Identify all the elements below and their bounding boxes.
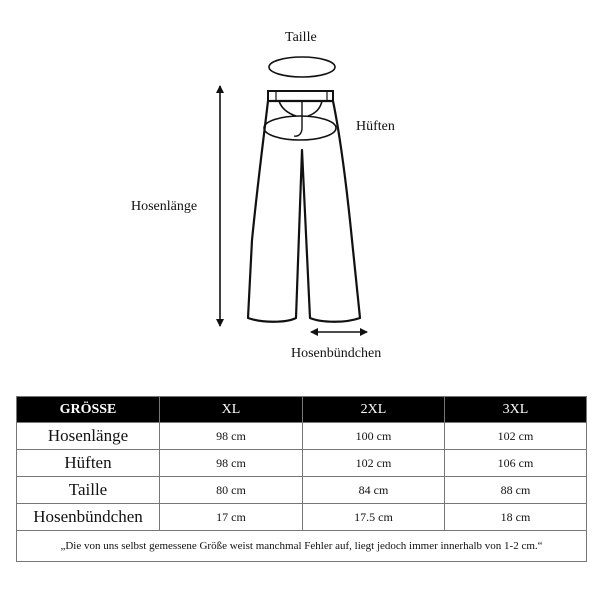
table-header-row [17,397,587,423]
measurement-note: „Die von uns selbst gemessene Größe weist manchmal Fehler auf, liegt jedoch immer innerhalb von 1-2 cm.“ [17,531,587,562]
label-hosenlaenge: Hosenlänge [131,199,198,214]
label-hosenbuendchen: Hosenbündchen [291,346,382,361]
row-label: Taille [17,477,160,504]
row-label: Hosenlänge [17,423,160,450]
note-row [17,531,587,562]
table-row [17,423,587,450]
header-xl: XL [160,397,303,423]
table-cell: 17.5 cm [303,504,445,531]
pants-waistband [268,91,333,101]
row-label: Hüften [17,450,160,477]
table-cell: 98 cm [160,423,303,450]
table-cell: 102 cm [445,423,587,450]
header-3xl: 3XL [445,397,587,423]
label-hueften: Hüften [356,119,395,134]
waist-ellipse [269,57,335,77]
label-taille: Taille [285,30,317,45]
table-cell: 102 cm [303,450,445,477]
table-cell: 80 cm [160,477,303,504]
size-table [16,396,587,562]
table-row [17,504,587,531]
table-cell: 88 cm [445,477,587,504]
table-cell: 84 cm [303,477,445,504]
table-cell: 100 cm [303,423,445,450]
row-label: Hosenbündchen [17,504,160,531]
table-cell: 106 cm [445,450,587,477]
pants-outline [248,101,360,322]
table-cell: 18 cm [445,504,587,531]
header-2xl: 2XL [303,397,445,423]
table-row [17,450,587,477]
header-size: GRÖSSE [17,397,160,423]
table-cell: 98 cm [160,450,303,477]
table-row [17,477,587,504]
table-cell: 17 cm [160,504,303,531]
